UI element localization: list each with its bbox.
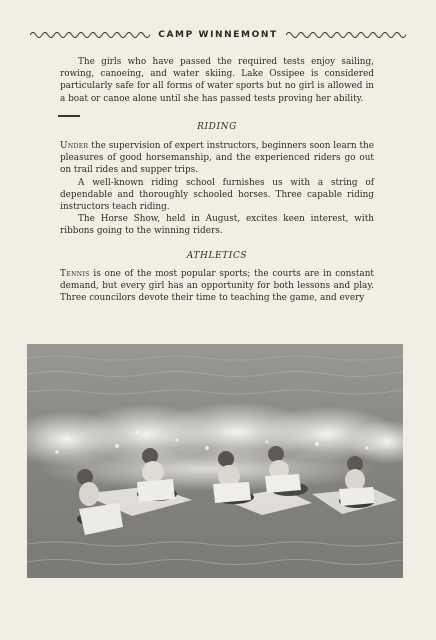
athletics-lead-word: Tennis: [60, 269, 90, 279]
page-title: CAMP WINNEMONT: [158, 30, 278, 40]
riding-paragraph-2: A well-known riding school furnishes us with a string of dependable and thoroughly schooled horses. Three capable riding instructors teach riding.: [60, 177, 374, 213]
riding-section: [60, 140, 374, 238]
riding-lead-word: Under: [60, 141, 89, 151]
riding-heading: RIDING: [197, 122, 237, 132]
header-ornament-left: [30, 30, 150, 40]
header-ornament-right: [286, 30, 406, 40]
athletics-paragraph-1-text: is one of the most popular sports; the courts are in constant demand, but every girl has an opportunity for both lessons and play. Three councilors devote their time to teaching the game, and every: [60, 269, 374, 304]
riding-paragraph-1: [60, 140, 374, 177]
intro-paragraph: [60, 56, 374, 105]
athletics-section: [60, 268, 374, 305]
athletics-paragraph-1: [60, 268, 374, 305]
running-header: [30, 28, 406, 42]
riding-paragraph-1-text: the supervision of expert instructors, beginners soon learn the pleasures of good horsemanship, and the experienced riders go out on trail rides and supper trips.: [60, 141, 374, 176]
intro-text: The girls who have passed the required tests enjoy sailing, rowing, canoeing, and water skiing. Lake Ossipee is considered particularly safe for all forms of water sports but no girl is allowed in a boat or canoe alone until she has passed tests proving her ability.: [60, 57, 374, 104]
swimmers-photo: [27, 344, 403, 578]
athletics-heading: ATHLETICS: [186, 251, 248, 261]
section-divider: [58, 115, 80, 117]
riding-paragraph-3: The Horse Show, held in August, excites keen interest, with ribbons going to the winning riders.: [60, 214, 374, 237]
